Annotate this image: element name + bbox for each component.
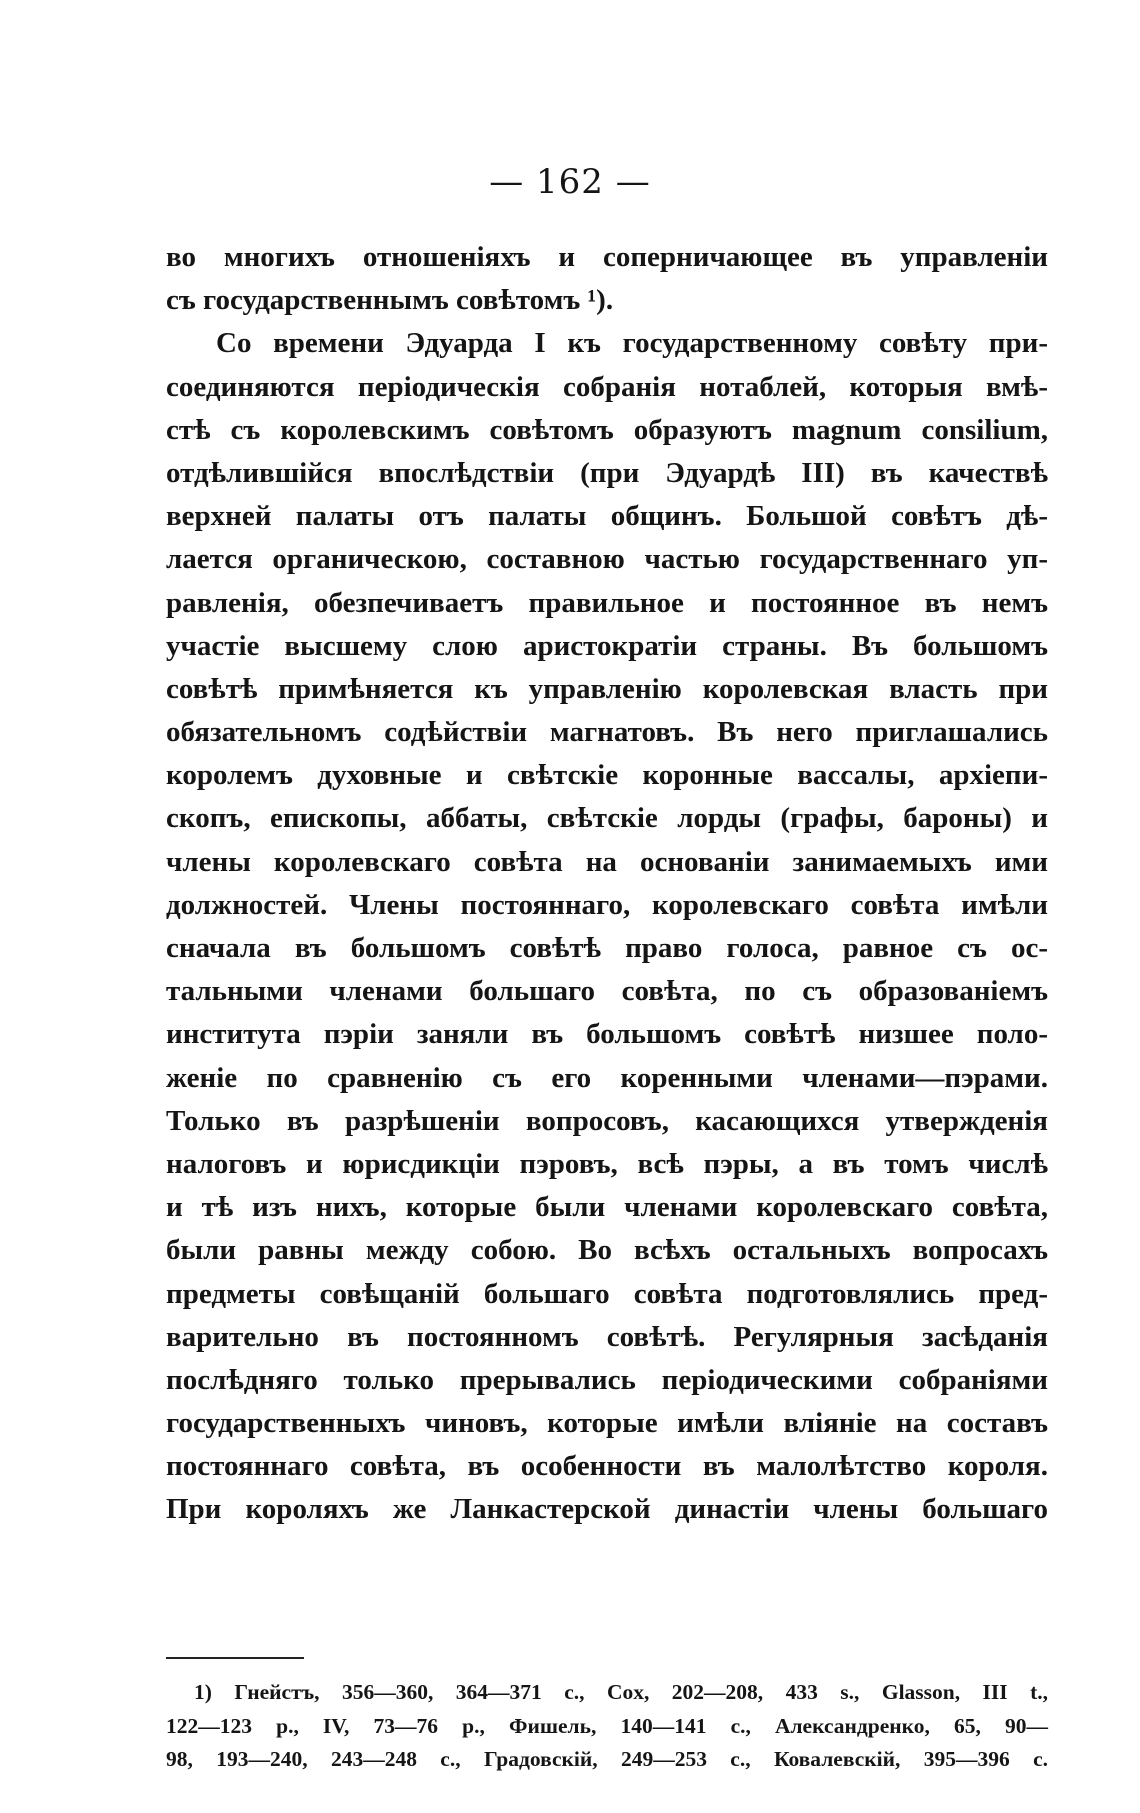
text-line: и тѣ изъ нихъ, которые были членами королевскаго совѣта,: [166, 1191, 1048, 1224]
text-line: равленія, обезпечиваетъ правильное и постоянное въ немъ: [166, 586, 1048, 619]
text-line: были равны между собою. Во всѣхъ остальныхъ вопросахъ: [166, 1234, 1048, 1267]
text-line: Со времени Эдуарда I къ государственному совѣту при-: [216, 327, 1048, 360]
text-line: послѣдняго только прерывались періодическими собраніями: [166, 1363, 1048, 1396]
page-number: — 162 —: [489, 162, 651, 202]
text-line: сначала въ большомъ совѣтѣ право голоса, равное съ ос-: [166, 932, 1048, 964]
footnote-line: 98, 193—240, 243—248 с., Градовскій, 249—253 с., Ковалевскій, 395—396 с.: [166, 1747, 1048, 1771]
text-line: отдѣлившійся впослѣдствіи (при Эдуардѣ III) въ качествѣ: [166, 456, 1048, 489]
text-line: съ государственнымъ совѣтомъ ¹).: [166, 284, 614, 317]
text-line: стѣ съ королевскимъ совѣтомъ образуютъ magnum consilium,: [166, 413, 1048, 446]
footnote-line: 1) Гнейстъ, 356—360, 364—371 с., Cox, 202—208, 433 s., Glasson, III t.,: [194, 1680, 1048, 1704]
text-line: во многихъ отношеніяхъ и соперничающее въ управленіи: [166, 241, 1048, 273]
text-line: члены королевскаго совѣта на основаніи занимаемыхъ ими: [166, 845, 1048, 878]
text-line: королемъ духовные и свѣтскіе коронные вассалы, архіепи-: [166, 759, 1048, 792]
text-line: постояннаго совѣта, въ особенности въ малолѣтство короля.: [166, 1450, 1048, 1483]
text-line: Только въ разрѣшеніи вопросовъ, касающихся утвержденія: [166, 1104, 1048, 1137]
text-line: скопъ, епископы, аббаты, свѣтскіе лорды (графы, бароны) и: [166, 802, 1048, 835]
text-line: должностей. Члены постояннаго, королевскаго совѣта имѣли: [166, 888, 1048, 921]
text-line: лается органическою, составною частью государственнаго уп-: [166, 543, 1048, 576]
text-line: При короляхъ же Ланкастерской династіи члены большаго: [166, 1493, 1048, 1526]
footnote-line: 122—123 р., IV, 73—76 р., Фишель, 140—141 с., Александренко, 65, 90—: [166, 1713, 1048, 1738]
text-line: налоговъ и юрисдикціи пэровъ, всѣ пэры, а въ томъ числѣ: [166, 1147, 1048, 1180]
text-line: совѣтѣ примѣняется къ управленію королевская власть при: [166, 672, 1048, 705]
footnote-divider: [166, 1657, 304, 1659]
text-line: института пэріи заняли въ большомъ совѣтѣ низшее поло-: [166, 1018, 1048, 1051]
text-line: участіе высшему слою аристократіи страны. Въ большомъ: [166, 629, 1048, 662]
text-line: обязательномъ содѣйствіи магнатовъ. Въ него приглашались: [166, 716, 1048, 749]
text-line: тальными членами большаго совѣта, по съ образованіемъ: [166, 975, 1048, 1008]
text-line: женіе по сравненію съ его коренными членами—пэрами.: [166, 1061, 1048, 1094]
body-text: [166, 236, 1048, 1532]
text-line: государственныхъ чиновъ, которые имѣли вліяніе на составъ: [166, 1407, 1048, 1440]
text-line: верхней палаты отъ палаты общинъ. Большой совѣтъ дѣ-: [166, 500, 1048, 533]
text-line: предметы совѣщаній большаго совѣта подготовлялись пред-: [166, 1277, 1048, 1310]
text-line: варительно въ постоянномъ совѣтѣ. Регулярныя засѣданія: [166, 1320, 1048, 1353]
text-line: соединяются періодическія собранія нотаблей, которыя вмѣ-: [166, 370, 1048, 403]
footnotes: [166, 1676, 1048, 1777]
